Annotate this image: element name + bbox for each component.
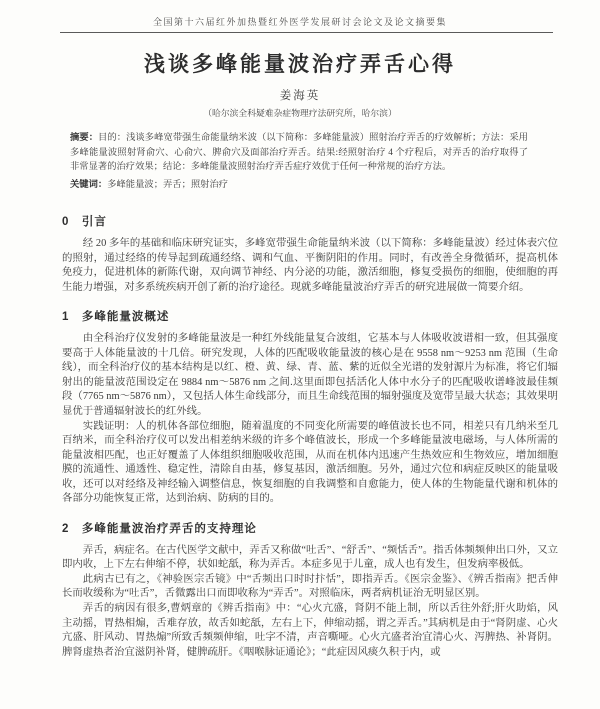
author-name: 姜海英: [279, 90, 321, 102]
header-divider: [60, 32, 553, 33]
section-heading-overview: 1 多峰能量波概述: [62, 311, 170, 324]
paragraph: 经 20 多年的基础和临床研究证实，多峰宽带强生命能量纳米波（以下简称：多峰能量波）经过体表穴位的照射，通过经络的传导起到疏通经络、调和气血、平衡阴阳的作用。同时，有改善全身微循环，提高机体免疫力，促进机体的新陈代谢，双向调节神经、内分泌的功能，激活细胞，修复受损伤的细胞，使细胞的再生能力增强，对多系统疾病开创了新的治疗途径。现就多峰能量波治疗弄舌的研究进展做一简要介绍。: [62, 237, 558, 293]
keywords-text: 多峰能量波；弄舌；照射治疗: [107, 179, 229, 190]
paper-title: 浅谈多峰能量波治疗弄舌心得: [144, 53, 456, 76]
paragraph: 由全科治疗仪发射的多峰能量波是一种红外线能量复合波组，它基本与人体吸收波谱相一致，但其强度要高于人体能量波的十几倍。研究发现，人体的匹配吸收能量波的核心是在 9558 nm～9253 nm 范围（生命线），而全科治疗仪的基本结构是以红、橙、黄、绿、青、蓝、紫的近似全光谱的发射源片为标准，将它们辐射出的能量波范围设定在 9884 nm～5876 nm 之间.这里面即包括活化人体中水分子的匹配吸收谱峰波最佳频段（7765 nm～5876 nm），又包括人体生命线部分，而且生命线范围的辐射强度及宽带呈最大状态；其效果明显优于普通辐射波长的红外线。: [62, 332, 558, 417]
paragraph: 实践证明：人的机体各部位细胞，随着温度的不同变化所需要的峰值波长也不同，相差只有几纳米至几百纳米，而全科治疗仪可以发出相差纳米级的许多个峰值波长，形成一个多峰能量波电磁场，与人体所需的能量波相匹配，也正好覆盖了人体组织细胞吸收范围，从而在机体内迅速产生热效应和生物效应，增加细胞膜的流通性、通透性、稳定性，清除自由基，修复基因，激活细胞。另外，通过穴位和病症反映区的能量吸收，还可以对经络及神经输入调整信息，恢复细胞的自我调整和自愈能力，使人体的生物能量代谢和机体的各部分功能恢复正常，达到治病、防病的目的。: [62, 420, 558, 505]
paragraph: 此病古已有之，《神验医宗舌镜》中“舌频出口时时抃恬”，即指弄舌。《医宗金鉴》、《辨舌指南》把舌伸长而收缓称为“吐舌”，舌微露出口而即收称为“弄舌”。对照临床，两者病机证治无明显区别。: [62, 573, 558, 600]
paragraph: 弄舌，病症名。在古代医学文献中，弄舌又称做“吐舌”、“舒舌”、“频恬舌”。指舌体频频伸出口外，又立即内收，上下左右伸缩不停，状如蛇舐，称为弄舌。本症多见于儿童，成人也有发生，但发病率极低。: [62, 544, 558, 571]
section-heading-introduction: 0 引言: [62, 216, 107, 229]
author-affiliation: （哈尔滨全科疑难杂症物理疗法研究所，哈尔滨）: [203, 108, 397, 118]
abstract-text: 目的：浅谈多峰宽带强生命能量纳米波（以下简称：多峰能量波）照射治疗弄舌的疗效解析；方法：采用多峰能量波照射肾俞穴、心俞穴、脾俞穴及面部治疗弄舌。结果:经照射治疗 4 个疗程后，对弄舌的治疗取得了非常显著的治疗效果；结论：多峰能量波照射治疗弄舌症疗效优于任何一种常规的治疗方法。: [70, 133, 528, 173]
section-heading-theory: 2 多峰能量波治疗弄舌的支持理论: [62, 523, 257, 536]
keywords-line: [70, 177, 528, 193]
keywords-label: 关键词：: [70, 178, 108, 189]
paragraph: 弄舌的病因有很多,曹炳章的《辨舌指南》中：“心火亢盛，肾阴不能上制，所以舌往外舒;肝火助焰，风主动摇，胃热相煽，舌难存放，故舌如蛇舐，左右上下，伸缩动摇，谓之弄舌。”其病机是由于“肾阴虚、心火亢盛、肝风动、胃热煽”所致舌频频伸缩，吐字不清，声音嘶哑。心火亢盛者治宜清心火、泻脾热、补肾阴。脾肾虚热者治宜滋阴补肾，健脾疏肝。《咽喉脉证通论》；“此症因风痰久积于内，或: [62, 603, 558, 658]
abstract-label: 摘要：: [70, 132, 99, 142]
proceedings-header: 全国第十六届红外加热暨红外医学发展研讨会论文及论文摘要集: [152, 17, 447, 27]
paper-body: [62, 215, 558, 660]
abstract-block: [70, 130, 528, 192]
